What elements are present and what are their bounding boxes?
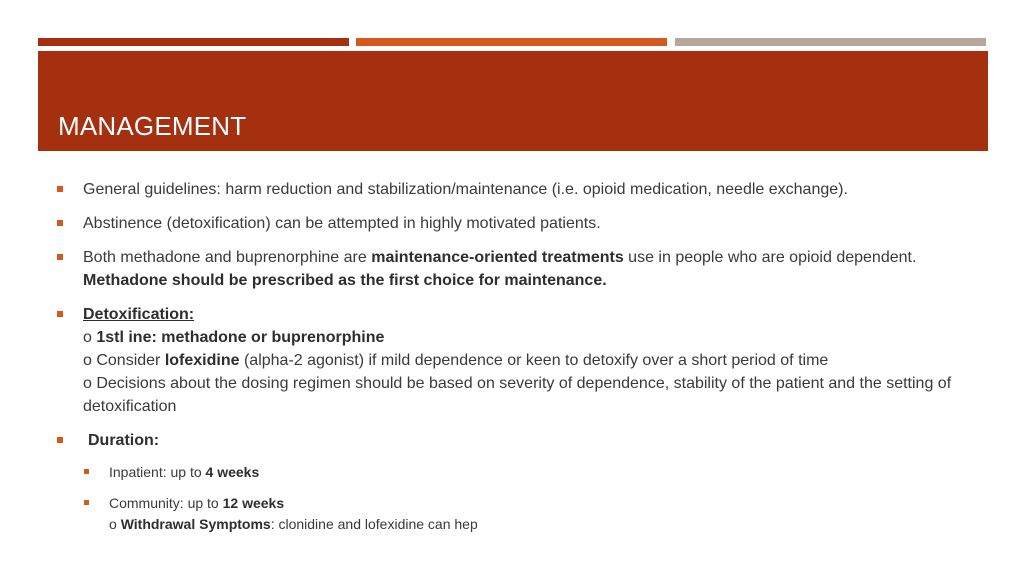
- square-bullet-icon: [84, 469, 89, 474]
- detox-heading: Detoxification:: [83, 306, 195, 323]
- decorative-top-bars: [38, 38, 988, 46]
- list-marker: o: [83, 329, 97, 346]
- bold-text: 1stl ine: methadone or buprenorphine: [96, 329, 385, 346]
- square-bullet-icon: [57, 311, 63, 317]
- square-bullet-icon: [57, 186, 63, 192]
- title-band: [38, 51, 988, 151]
- duration-heading: Duration:: [88, 432, 160, 449]
- bullet-text: Both methadone and buprenorphine are: [83, 249, 372, 266]
- list-item: [56, 429, 976, 452]
- list-item: [56, 303, 976, 418]
- square-bullet-icon: [57, 437, 63, 443]
- bold-text: lofexidine: [164, 352, 240, 369]
- sub-list-item: [56, 493, 976, 535]
- slide-title: MANAGEMENT: [58, 111, 247, 141]
- bullet-text: Inpatient: up to: [109, 464, 206, 480]
- bullet-text: : clonidine and lofexidine can hep: [270, 516, 478, 532]
- list-item: [56, 212, 976, 235]
- slide-content: [56, 178, 976, 535]
- sub-list-item: [56, 462, 976, 483]
- square-bullet-icon: [84, 500, 89, 505]
- bold-text: 12 weeks: [222, 495, 285, 511]
- bold-text: Withdrawal Symptoms: [120, 516, 271, 532]
- bullet-text: (alpha-2 agonist) if mild dependence or keen to detoxify over a short period of time: [239, 352, 829, 369]
- bullet-text: o Consider: [83, 352, 165, 369]
- bullet-text: o Decisions about the dosing regimen should be based on severity of dependence, stability of the patient and the setting of detoxification: [83, 375, 952, 415]
- square-bullet-icon: [57, 220, 63, 226]
- bullet-text: Abstinence (detoxification) can be attempted in highly motivated patients.: [83, 215, 601, 232]
- list-marker: o: [109, 516, 121, 532]
- list-item: [56, 178, 976, 201]
- bullet-text: General guidelines: harm reduction and stabilization/maintenance (i.e. opioid medication, needle exchange).: [83, 181, 848, 198]
- bullet-text: use in people who are opioid dependent.: [623, 249, 917, 266]
- list-item: [56, 246, 976, 292]
- bold-text: 4 weeks: [205, 464, 260, 480]
- square-bullet-icon: [57, 254, 63, 260]
- top-bar-orange: [356, 38, 667, 46]
- bold-text: Methadone should be prescribed as the first choice for maintenance.: [83, 272, 607, 289]
- top-bar-tan: [675, 38, 986, 46]
- bold-text: maintenance-oriented treatments: [371, 249, 624, 266]
- top-bar-dark-red: [38, 38, 349, 46]
- bullet-text: Community: up to: [109, 495, 223, 511]
